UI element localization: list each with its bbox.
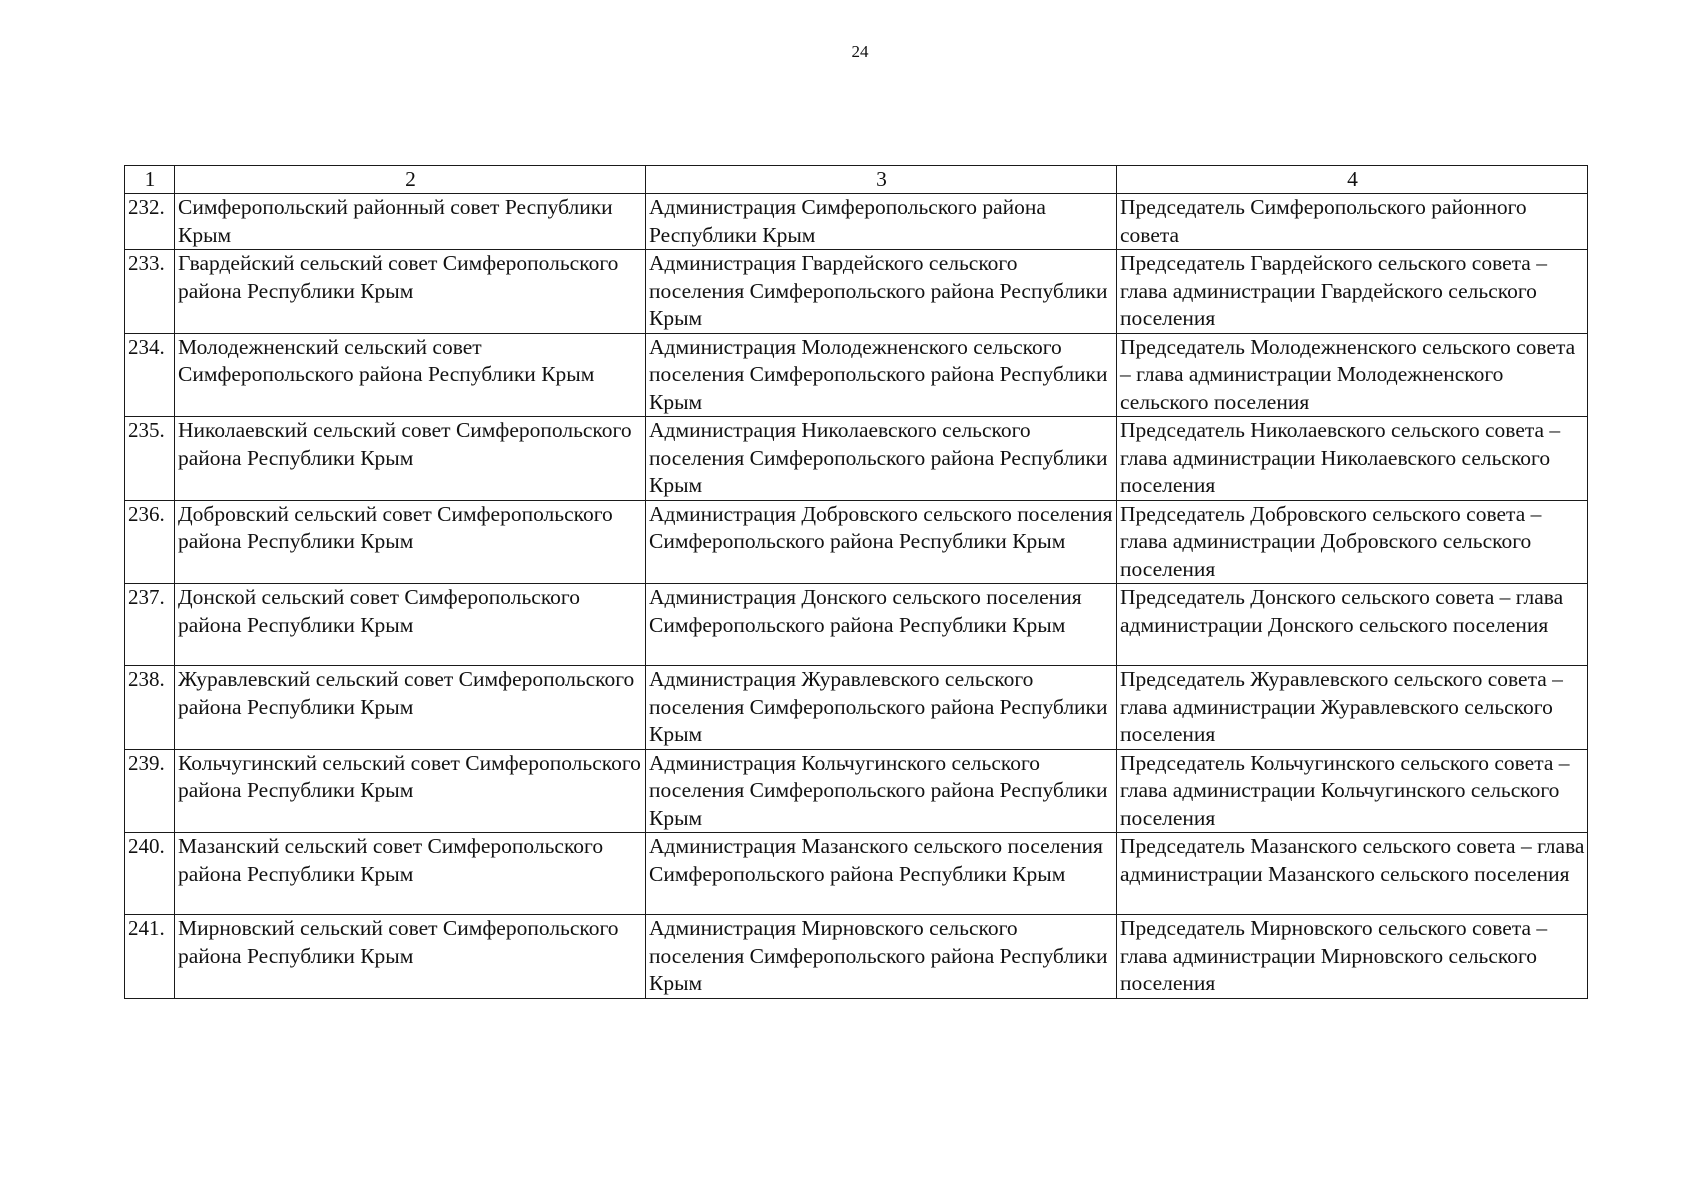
row-number: 241. (125, 915, 175, 999)
column-header-4: 4 (1117, 166, 1588, 194)
head-title: Председатель Журавлевского сельского совета – глава администрации Журавлевского сельского поселения (1117, 666, 1588, 750)
administration-name: Администрация Симферопольского района Республики Крым (646, 194, 1117, 250)
council-name: Симферопольский районный совет Республики Крым (175, 194, 646, 250)
head-title: Председатель Николаевского сельского совета – глава администрации Николаевского сельского поселения (1117, 417, 1588, 501)
table-row (125, 417, 1588, 501)
table-row (125, 194, 1588, 250)
administration-name: Администрация Журавлевского сельского поселения Симферопольского района Республики Крым (646, 666, 1117, 750)
table-header-row (125, 166, 1588, 194)
row-number: 232. (125, 194, 175, 250)
column-header-1: 1 (125, 166, 175, 194)
head-title: Председатель Донского сельского совета – глава администрации Донского сельского поселения (1117, 584, 1588, 666)
administration-name: Администрация Добровского сельского поселения Симферопольского района Республики Крым (646, 500, 1117, 584)
administration-name: Администрация Гвардейского сельского поселения Симферопольского района Республики Крым (646, 250, 1117, 334)
councils-table (124, 165, 1588, 999)
council-name: Добровский сельский совет Симферопольского района Республики Крым (175, 500, 646, 584)
row-number: 239. (125, 749, 175, 833)
row-number: 233. (125, 250, 175, 334)
head-title: Председатель Мирновского сельского совета – глава администрации Мирновского сельского поселения (1117, 915, 1588, 999)
head-title: Председатель Симферопольского районного совета (1117, 194, 1588, 250)
table-row (125, 333, 1588, 417)
council-name: Николаевский сельский совет Симферопольского района Республики Крым (175, 417, 646, 501)
row-number: 234. (125, 333, 175, 417)
row-number: 236. (125, 500, 175, 584)
table-row (125, 250, 1588, 334)
table-row (125, 500, 1588, 584)
head-title: Председатель Мазанского сельского совета – глава администрации Мазанского сельского поселения (1117, 833, 1588, 915)
row-number: 238. (125, 666, 175, 750)
table-row (125, 833, 1588, 915)
administration-name: Администрация Николаевского сельского поселения Симферопольского района Республики Крым (646, 417, 1117, 501)
administration-name: Администрация Мирновского сельского поселения Симферопольского района Республики Крым (646, 915, 1117, 999)
row-number: 240. (125, 833, 175, 915)
head-title: Председатель Кольчугинского сельского совета – глава администрации Кольчугинского сельского поселения (1117, 749, 1588, 833)
row-number: 235. (125, 417, 175, 501)
table-row (125, 749, 1588, 833)
council-name: Кольчугинский сельский совет Симферопольского района Республики Крым (175, 749, 646, 833)
council-name: Гвардейский сельский совет Симферопольского района Республики Крым (175, 250, 646, 334)
council-name: Мирновский сельский совет Симферопольского района Республики Крым (175, 915, 646, 999)
head-title: Председатель Молодежненского сельского совета – глава администрации Молодежненского сельского поселения (1117, 333, 1588, 417)
table-row (125, 915, 1588, 999)
administration-name: Администрация Кольчугинского сельского поселения Симферопольского района Республики Крым (646, 749, 1117, 833)
council-name: Донской сельский совет Симферопольского района Республики Крым (175, 584, 646, 666)
council-name: Журавлевский сельский совет Симферопольского района Республики Крым (175, 666, 646, 750)
head-title: Председатель Гвардейского сельского совета – глава администрации Гвардейского сельского поселения (1117, 250, 1588, 334)
administration-name: Администрация Донского сельского поселения Симферопольского района Республики Крым (646, 584, 1117, 666)
table-row (125, 584, 1588, 666)
page-number: 24 (851, 42, 869, 61)
table-row (125, 666, 1588, 750)
council-name: Молодежненский сельский совет Симферопольского района Республики Крым (175, 333, 646, 417)
column-header-3: 3 (646, 166, 1117, 194)
administration-name: Администрация Мазанского сельского поселения Симферопольского района Республики Крым (646, 833, 1117, 915)
administration-name: Администрация Молодежненского сельского поселения Симферопольского района Республики Крым (646, 333, 1117, 417)
row-number: 237. (125, 584, 175, 666)
council-name: Мазанский сельский совет Симферопольского района Республики Крым (175, 833, 646, 915)
column-header-2: 2 (175, 166, 646, 194)
head-title: Председатель Добровского сельского совета – глава администрации Добровского сельского поселения (1117, 500, 1588, 584)
